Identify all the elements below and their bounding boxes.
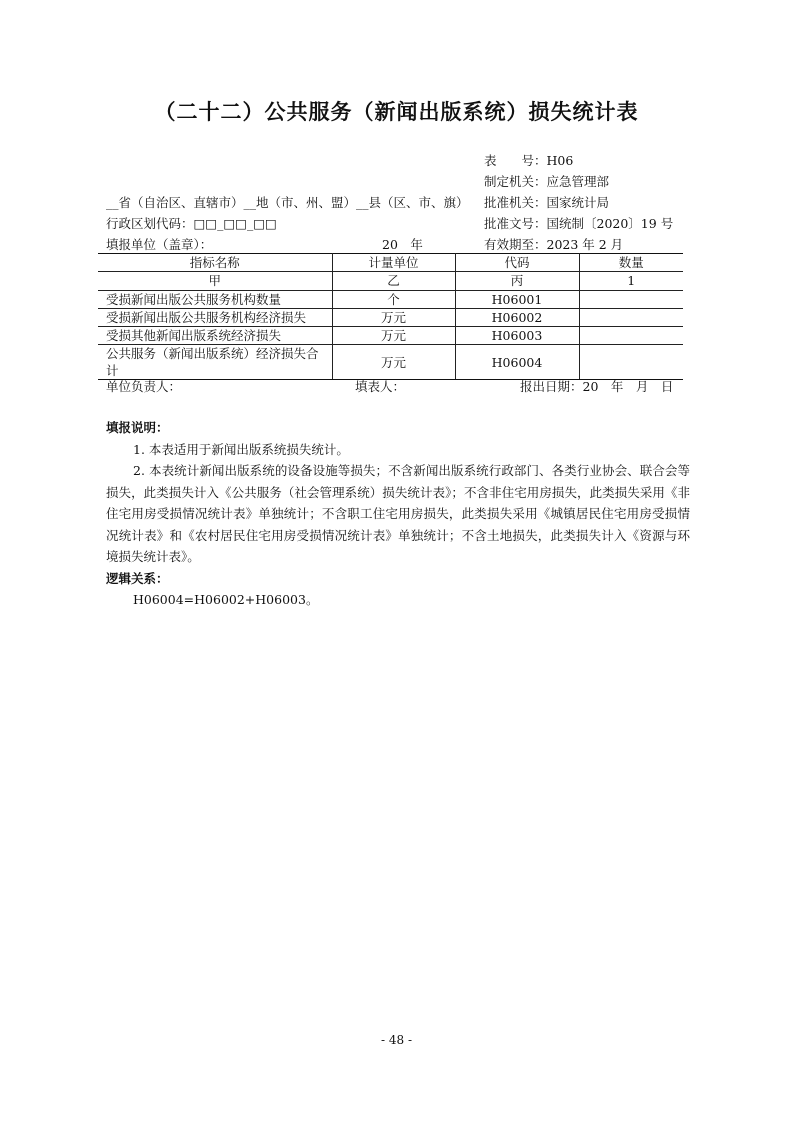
column-code: 乙 xyxy=(332,272,455,290)
table-row xyxy=(98,308,683,326)
approving-authority: 批准机关：国家统计局 xyxy=(484,195,610,210)
logic-formula: H06004=H06002+H06003。 xyxy=(133,592,319,607)
page-number: - 48 - xyxy=(380,1033,412,1047)
unit-cell: 万元 xyxy=(332,308,455,326)
column-header: 代码 xyxy=(455,254,579,272)
indicator-name: 公共服务（新闻出版系统）经济损失合计 xyxy=(98,345,332,380)
column-header: 计量单位 xyxy=(332,254,455,272)
instruction-item: 2. 本表统计新闻出版系统的设备设施等损失；不含新闻出版系统行政部门、各类行业协会、联合会等损失，此类损失计入《公共服务（社会管理系统）损失统计表》；不含非住宅用房损失，此类损失采用《非住宅用房受损情况统计表》单独统计；不含职工住宅用房损失，此类损失采用《城镇居民住宅用房受损情况统计表》和《农村居民住宅用房受损情况统计表》单独统计；不含土地损失，此类损失计入《资源与环境损失统计表》。 xyxy=(106,463,690,564)
quantity-cell[interactable] xyxy=(579,308,683,326)
code-cell: H06004 xyxy=(455,345,579,380)
code-cell: H06001 xyxy=(455,290,579,308)
code-cell: H06002 xyxy=(455,308,579,326)
table-row xyxy=(98,345,683,380)
reporting-unit-label: 填报单位（盖章）： xyxy=(106,237,213,252)
column-code: 甲 xyxy=(98,272,332,290)
unit-cell: 个 xyxy=(332,290,455,308)
instruction-item: 1. 本表适用于新闻出版系统损失统计。 xyxy=(133,441,349,457)
region-location-line: __省（自治区、直辖市）__地（市、州、盟）__县（区、市、旗） xyxy=(106,195,469,210)
validity-date: 有效期至：2023 年 2 月 xyxy=(484,237,624,252)
loss-statistics-table xyxy=(98,253,683,380)
table-row xyxy=(98,290,683,308)
unit-cell: 万元 xyxy=(332,327,455,345)
quantity-cell[interactable] xyxy=(579,345,683,380)
table-subheader-row xyxy=(98,272,683,290)
column-code: 1 xyxy=(579,272,683,290)
indicator-name: 受损新闻出版公共服务机构经济损失 xyxy=(98,308,332,326)
column-header: 数量 xyxy=(579,254,683,272)
code-cell: H06003 xyxy=(455,327,579,345)
region-code-line: 行政区划代码：□□_□□_□□ xyxy=(106,216,277,231)
issuing-authority: 制定机关：应急管理部 xyxy=(484,174,610,189)
indicator-name: 受损新闻出版公共服务机构数量 xyxy=(98,290,332,308)
unit-leader-label: 单位负责人： xyxy=(106,379,182,394)
report-year: 20 年 xyxy=(382,237,423,252)
quantity-cell[interactable] xyxy=(579,290,683,308)
table-row xyxy=(98,327,683,345)
column-header: 指标名称 xyxy=(98,254,332,272)
form-filler-label: 填表人： xyxy=(355,379,406,394)
filling-instructions xyxy=(106,417,690,611)
form-number: 表 号：H06 xyxy=(484,153,574,168)
instructions-heading: 填报说明： xyxy=(106,420,169,435)
page-title: （二十二）公共服务（新闻出版系统）损失统计表 xyxy=(154,100,639,124)
indicator-name: 受损其他新闻出版系统经济损失 xyxy=(98,327,332,345)
unit-cell: 万元 xyxy=(332,345,455,380)
report-date-label: 报出日期：20 年 月 日 xyxy=(520,379,674,394)
column-code: 丙 xyxy=(455,272,579,290)
table-header-row xyxy=(98,254,683,272)
logic-heading: 逻辑关系： xyxy=(106,570,169,586)
approval-document-number: 批准文号：国统制〔2020〕19 号 xyxy=(484,216,674,231)
quantity-cell[interactable] xyxy=(579,327,683,345)
